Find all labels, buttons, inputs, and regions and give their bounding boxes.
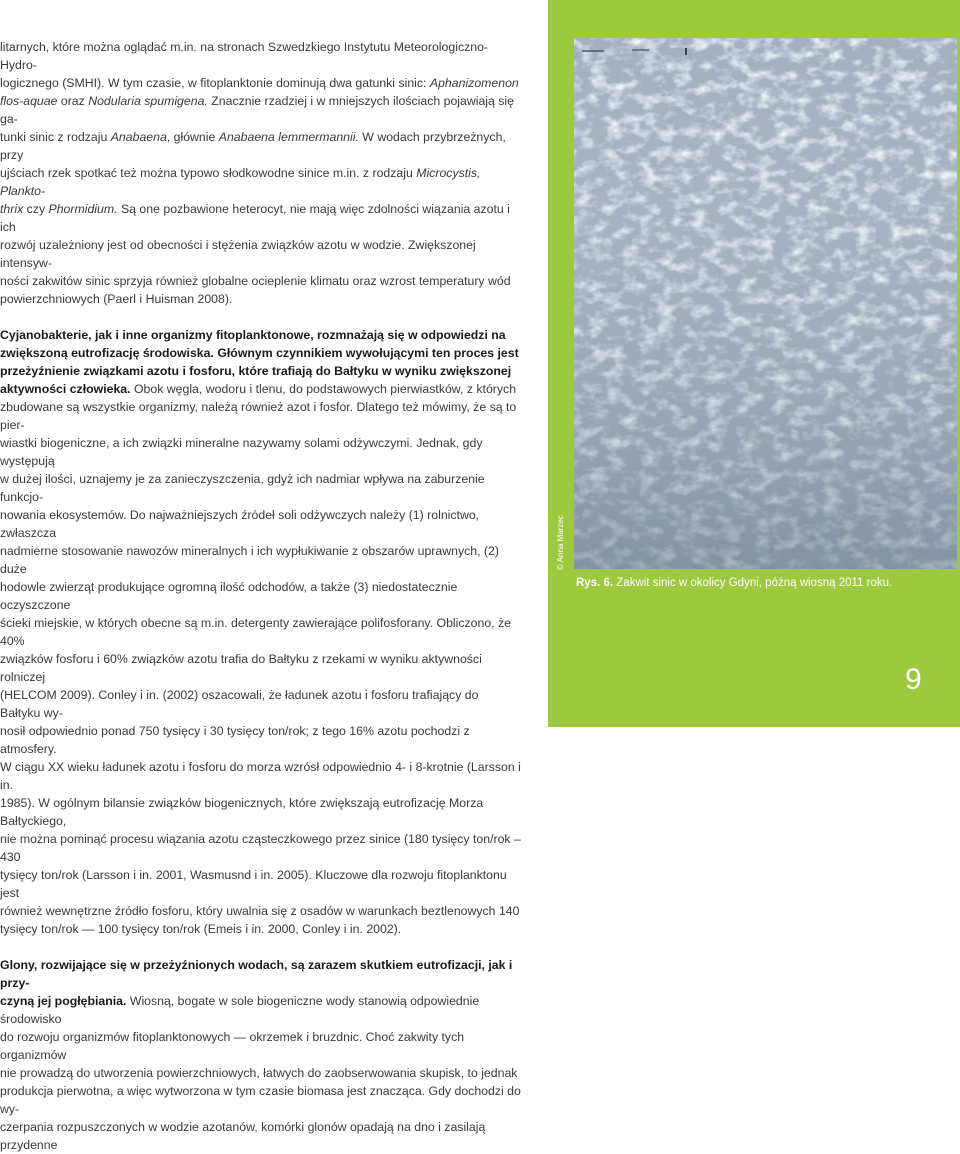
caption-label: Rys. 6. (576, 577, 614, 589)
figure-caption (576, 577, 956, 589)
paragraph-3: Glony, rozwijające się w przeżyźnionych wodach, są zarazem skutkiem eutrofizacji, jak i przy- czyną jej pogłębiania. Wiosną, bogate w sole biogeniczne wody stanowią odpowiednie środowisko do rozwoju organizmów fitoplanktonowych — okrzemek i bruzdnic. Choć zakwity tych organizmów nie prowadzą do utworzenia powierzchniowych, łatwych do zaobserwowania skupisk, to jednak produkcja pierwotna, a więc wytworzona w tym czasie biomasa jest znacząca. Gdy dochodzi do wy- czerpania rozpuszczonych w wodzie azotanów, komórki glonów opadają na dno i zasilają przydenne (0, 958, 521, 1152)
algal-bloom-photo (574, 38, 957, 569)
page-number: 9 (905, 663, 922, 696)
paragraph-2: Cyjanobakterie, jak i inne organizmy fitoplanktonowe, rozmnażają się w odpowiedzi na zwiększoną eutrofizację środowiska. Głównym czynnikiem wywołującymi ten proces jest przeżyźnienie związkami azotu i fosforu, które trafiają do Bałtyku w wyniku zwiększonej aktywności człowieka. Obok węgla, wodoru i tlenu, do podstawowych pierwiastków, z których zbudowane są wszystkie organizmy, należą również azot i fosfor. Dlatego też mówimy, że są to pier- wiastki biogeniczne, a ich związki mineralne nazywamy solami odżywczymi. Jednak, gdy występują w dużej ilości, uznajemy je za zanieczyszczenia, gdyż ich nadmiar wpływa na zaburzenie funkcjo- nowania ekosystemów. Do najważniejszych źródeł soli odżywczych należy (1) rolnictwo, zwłaszcza nadmierne stosowanie nawozów mineralnych i ich wypłukiwanie z obszarów uprawnych, (2) duże hodowle zwierząt produkujące ogromną ilość odchodów, a także (3) niedostatecznie oczyszczone ścieki miejskie, w których obecne są m.in. detergenty zawierające polifosforany. Obliczono, że 40% związków fosforu i 60% związków azotu trafia do Bałtyku z rzekami w wyniku aktywności rolniczej (HELCOM 2009). Conley i in. (2002) oszacowali, że ładunek azotu i fosforu trafiający do Bałtyku wy- nosił odpowiednio ponad 750 tysięcy i 30 tysięcy ton/rok; z tego 16% azotu pochodzi z atmosfery. W ciągu XX wieku ładunek azotu i fosforu do morza wzrósł odpowiednio 4- i 8-krotnie (Larsson i in. 1985). W ogólnym bilansie związków biogenicznych, które zwiększają eutrofizację Morza Bałtyckiego, nie można pominąć procesu wiązania azotu cząsteczkowego przez sinice (180 tysięcy ton/rok – 430 tysięcy ton/rok (Larsson i in. 2001, Wasmusnd i in. 2005). Kluczowe dla rozwoju fitoplanktonu jest również wewnętrzne źródło fosforu, który uwalnia się z osadów w warunkach beztlenowych 140 tysięcy ton/rok — 100 tysięcy ton/rok (Emeis i in. 2000, Conley i in. 2002). (0, 328, 521, 936)
caption-text: Zakwit sinic w okolicy Gdyni, późną wiosną 2011 roku. (613, 577, 893, 589)
body-text-column (0, 38, 521, 1154)
paragraph-1: litarnych, które można oglądać m.in. na stronach Szwedzkiego Instytutu Meteorologiczno-Hydro- logicznego (SMHI). W tym czasie, w fitoplanktonie dominują dwa gatunki sinic: Aphanizomenon flos-aquae oraz Nodularia spumigena. Znacznie rzadziej i w mniejszych ilościach pojawiają się ga- tunki sinic z rodzaju Anabaena, głównie Anabaena lemmermannii. W wodach przybrzeżnych, przy ujściach rzek spotkać też można typowo słodkowodne sinice m.in. z rodzaju Microcystis, Plankto- thrix czy Phormidium. Są one pozbawione heterocyt, nie mają więc zdolności wiązania azotu i ich rozwój uzależniony jest od obecności i stężenia związków azotu w wodzie. Zwiększonej intensyw- ności zakwitów sinic sprzyja również globalne ocieplenie klimatu oraz wzrost temperatury wód powierzchniowych (Paerl i Huisman 2008). (0, 40, 519, 306)
photo-texture (574, 38, 957, 569)
photo-credit: © Anna Marzec (556, 515, 565, 570)
